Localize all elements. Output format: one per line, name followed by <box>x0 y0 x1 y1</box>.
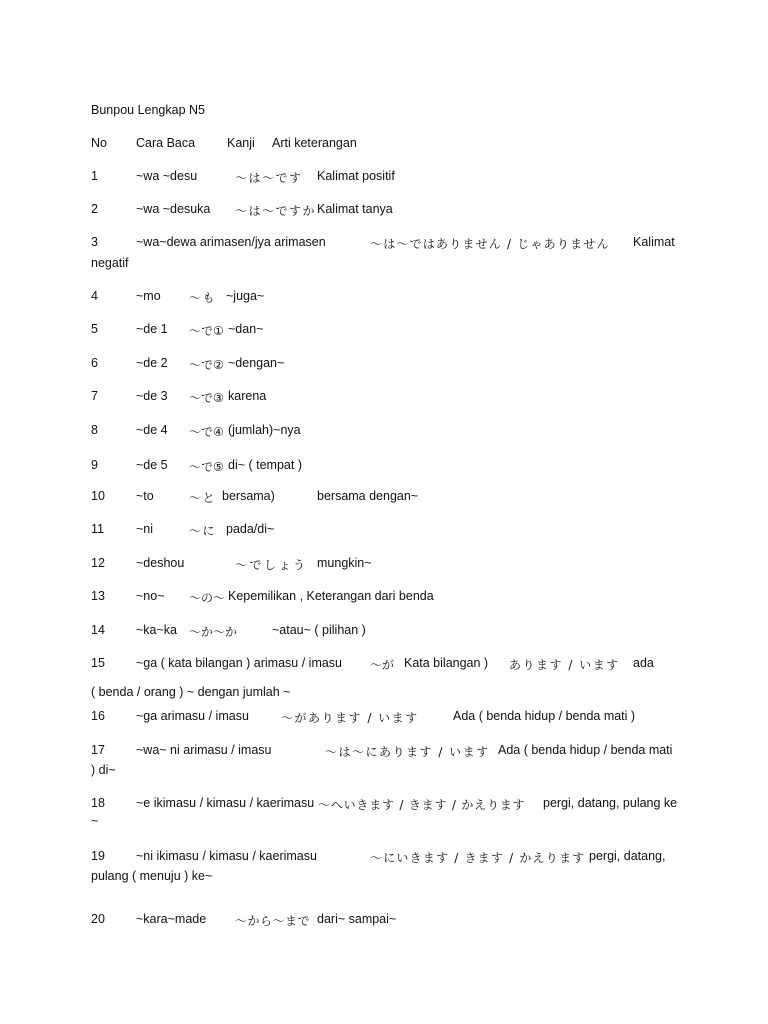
table-row <box>0 743 768 759</box>
row-no: 12 <box>91 556 105 570</box>
row-meaning: ada <box>633 656 654 670</box>
row-kanji: ～で① <box>189 324 224 338</box>
row-kanji: ～で⑤ <box>189 460 224 474</box>
table-header <box>0 136 768 152</box>
row-no: 14 <box>91 623 105 637</box>
row-note: bersama) <box>222 489 275 503</box>
document-title: Bunpou Lengkap N5 <box>91 103 205 117</box>
row-no: 15 <box>91 656 105 670</box>
row-meaning-continued: negatif <box>91 256 129 270</box>
table-row <box>0 623 768 639</box>
row-kanji: ～に <box>189 524 217 538</box>
row-reading: ~mo <box>136 289 161 303</box>
row-no: 9 <box>91 458 98 472</box>
table-row <box>0 796 768 812</box>
row-meaning: Kalimat positif <box>317 169 395 183</box>
table-row <box>0 356 768 372</box>
row-meaning: ~dengan~ <box>228 356 285 370</box>
table-row <box>0 235 768 251</box>
row-reading: ~ni <box>136 522 154 536</box>
row-kanji: ～へいきます / きます / かえります <box>318 798 526 812</box>
row-meaning-continued: pulang ( menuju ) ke~ <box>91 869 213 883</box>
row-reading: ~ni ikimasu / kimasu / kaerimasu <box>136 849 317 863</box>
row-no: 8 <box>91 423 98 437</box>
row-reading: ~wa~dewa arimasen/jya arimasen <box>136 235 326 249</box>
row-reading: ~wa ~desu <box>136 169 198 183</box>
row-meaning: Kalimat <box>633 235 675 249</box>
header-meaning: Arti keterangan <box>272 136 357 150</box>
row-no: 3 <box>91 235 98 249</box>
table-row <box>0 169 768 185</box>
row-meaning: pergi, datang, pulang ke <box>543 796 678 810</box>
row-reading: ~de 5 <box>136 458 168 472</box>
row-meaning: Kepemilikan , Keterangan dari benda <box>228 589 434 603</box>
row-reading: ~wa ~desuka <box>136 202 211 216</box>
row-kanji: ～は～ではありません / じゃありません <box>370 237 610 251</box>
row-kanji: ～で④ <box>189 425 224 439</box>
row-reading: ~de 4 <box>136 423 168 437</box>
row-reading: ~kara~made <box>136 912 207 926</box>
row-no: 18 <box>91 796 105 810</box>
row-kanji: ～が <box>370 658 395 672</box>
row-meaning-continued: ) di~ <box>91 763 116 777</box>
row-no: 4 <box>91 289 98 303</box>
row-no: 11 <box>91 522 104 536</box>
row-no: 16 <box>91 709 105 723</box>
row-reading: ~ga arimasu / imasu <box>136 709 249 723</box>
row-no: 1 <box>91 169 98 183</box>
row-meaning: karena <box>228 389 267 403</box>
row-reading: ~de 3 <box>136 389 168 403</box>
table-row <box>0 849 768 865</box>
row-meaning: (jumlah)~nya <box>228 423 301 437</box>
row-kanji: ～は～ですか <box>235 204 317 218</box>
row-reading: ~deshou <box>136 556 185 570</box>
row-reading: ~no~ <box>136 589 165 603</box>
row-kanji: ～も <box>189 291 217 305</box>
header-reading: Cara Baca <box>136 136 196 150</box>
row-meaning: ~atau~ ( pilihan ) <box>272 623 366 637</box>
table-row <box>0 912 768 928</box>
table-row <box>0 389 768 405</box>
row-meaning: di~ ( tempat ) <box>228 458 302 472</box>
header-no: No <box>91 136 107 150</box>
row-kanji: ～は～です <box>235 171 303 185</box>
row-meaning: Ada ( benda hidup / benda mati <box>498 743 673 757</box>
row-no: 7 <box>91 389 98 403</box>
row-kanji: ～で② <box>189 358 224 372</box>
row-note: Kata bilangan ) <box>404 656 489 670</box>
row-kanji: ～でしょう <box>235 558 308 572</box>
row-reading: ~wa~ ni arimasu / imasu <box>136 743 272 757</box>
row-meaning: mungkin~ <box>317 556 372 570</box>
row-reading: ~e ikimasu / kimasu / kaerimasu <box>136 796 315 810</box>
header-kanji: Kanji <box>227 136 255 150</box>
row-meaning: Ada ( benda hidup / benda mati ) <box>453 709 636 723</box>
row-kanji: ～があります / います <box>281 711 419 725</box>
row-kanji: ～で③ <box>189 391 224 405</box>
row-meaning: pada/di~ <box>226 522 275 536</box>
row-meaning: bersama dengan~ <box>317 489 419 503</box>
row-reading: ~de 2 <box>136 356 168 370</box>
table-row <box>0 458 768 474</box>
row-kanji: ～から～まで <box>235 914 311 928</box>
row-meaning-continued: ( benda / orang ) ~ dengan jumlah ~ <box>91 685 291 699</box>
table-row <box>0 709 768 725</box>
table-row <box>0 656 768 672</box>
row-kanji-2: あります / います <box>509 658 620 672</box>
row-reading: ~de 1 <box>136 322 168 336</box>
table-row <box>0 522 768 538</box>
row-meaning: Kalimat tanya <box>317 202 393 216</box>
row-kanji: ～と <box>189 491 217 505</box>
row-no: 5 <box>91 322 98 336</box>
row-no: 19 <box>91 849 105 863</box>
table-row <box>0 556 768 572</box>
row-kanji: ～の～ <box>189 591 226 605</box>
row-no: 17 <box>91 743 105 757</box>
row-no: 2 <box>91 202 98 216</box>
row-meaning: ~juga~ <box>226 289 265 303</box>
row-no: 20 <box>91 912 105 926</box>
row-reading: ~ka~ka <box>136 623 178 637</box>
table-row <box>0 489 768 505</box>
row-reading: ~ga ( kata bilangan ) arimasu / imasu <box>136 656 343 670</box>
table-row <box>0 202 768 218</box>
row-no: 10 <box>91 489 105 503</box>
table-row <box>0 322 768 338</box>
row-meaning: dari~ sampai~ <box>317 912 397 926</box>
row-kanji: ～は～にあります / います <box>325 745 490 759</box>
row-kanji: ～か～か <box>189 625 238 639</box>
row-meaning: ~dan~ <box>228 322 264 336</box>
row-kanji: ～にいきます / きます / かえります <box>370 851 586 865</box>
row-no: 6 <box>91 356 98 370</box>
row-meaning-continued: ~ <box>91 814 99 828</box>
table-row <box>0 289 768 305</box>
row-meaning: pergi, datang, <box>589 849 666 863</box>
row-reading: ~to <box>136 489 154 503</box>
table-row <box>0 423 768 439</box>
row-no: 13 <box>91 589 105 603</box>
table-row <box>0 589 768 605</box>
